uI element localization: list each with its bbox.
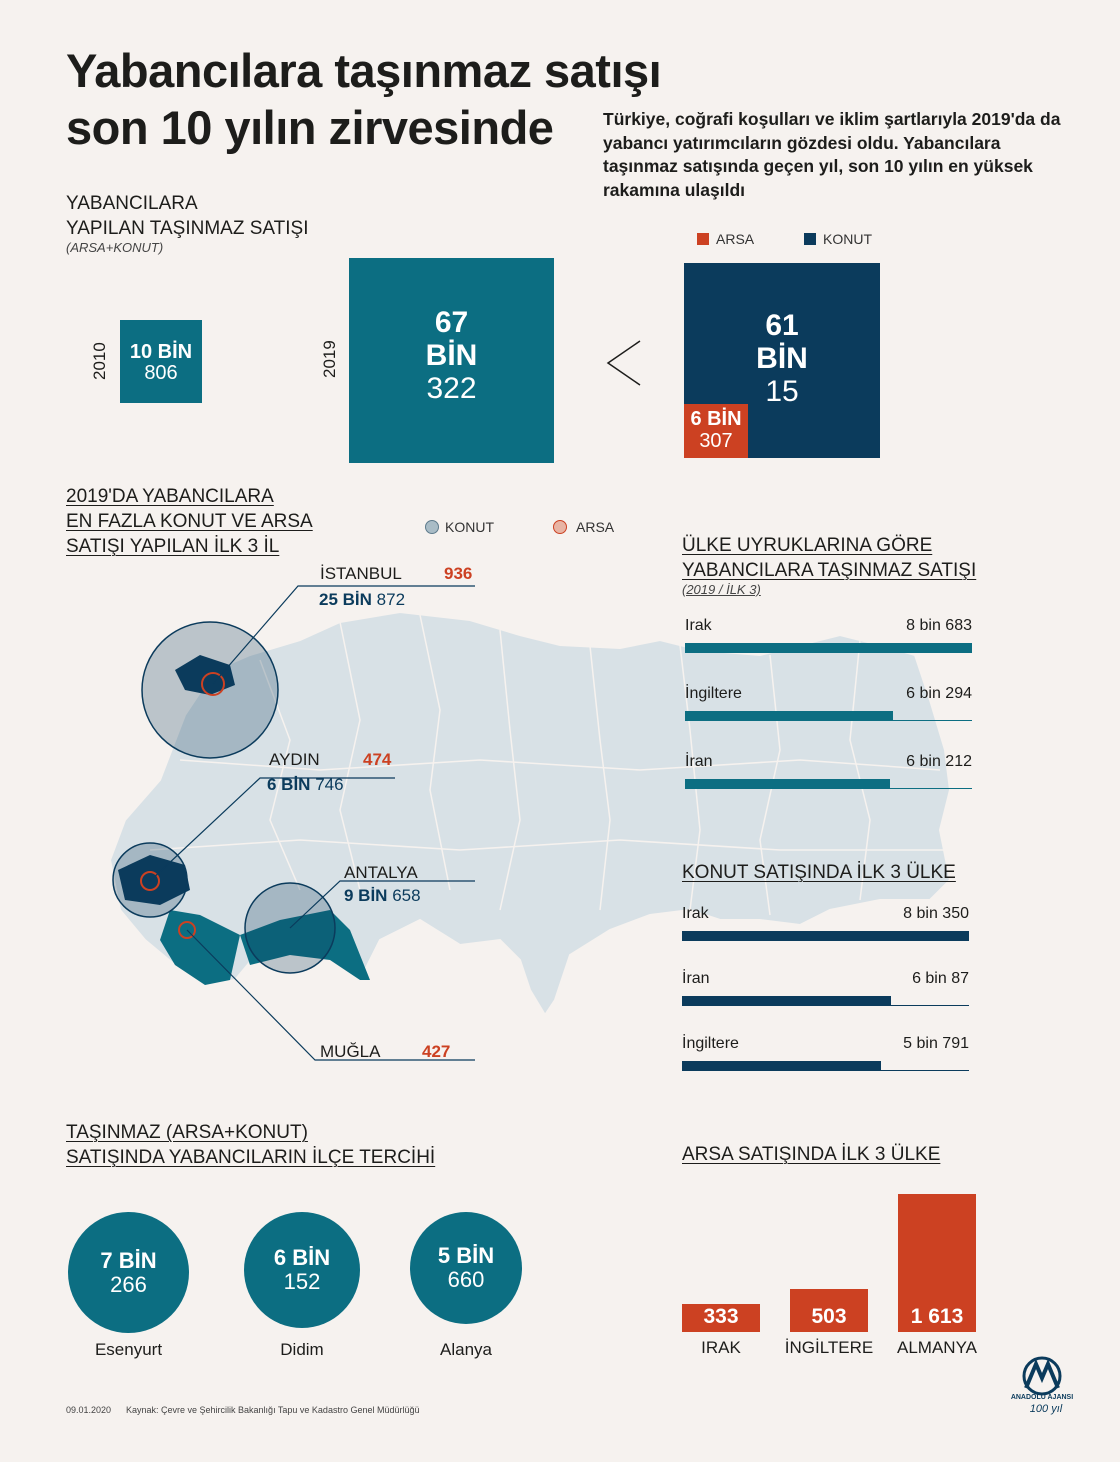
arsa-bar-label-0: IRAK — [701, 1338, 741, 1357]
map-legend-arsa-label: ARSA — [576, 519, 615, 535]
less-than-icon — [600, 338, 645, 388]
bar-2 — [685, 779, 890, 788]
aydin-zoom-circle — [113, 843, 187, 917]
konut-heading: KONUT SATIŞINDA İLK 3 ÜLKE — [682, 862, 956, 883]
district-circle-esenyurt: 7 BİN 266 — [68, 1212, 189, 1333]
mugla-arsa: 427 — [422, 1042, 451, 1061]
konut-2019-box: 61 BİN 15 — [684, 263, 880, 458]
district-circle-alanya: 5 BİN 660 — [410, 1212, 522, 1324]
totals-subheading: (ARSA+KONUT) — [66, 240, 164, 255]
map-legend-konut-label: KONUT — [445, 519, 494, 535]
map-heading: 2019'DA YABANCILARA EN FAZLA KONUT VE ARSA SATIŞI YAPILAN İLK 3 İL — [66, 486, 313, 557]
nationality-heading: ÜLKE UYRUKLARINA GÖRE YABANCILARA TAŞINMAZ SATIŞI — [682, 535, 977, 581]
bar-track-1 — [685, 720, 972, 721]
bar-value-0: 8 bin 350 — [903, 905, 969, 922]
bar-label-2: İngiltere — [682, 1035, 739, 1052]
bar-label-0: Irak — [685, 617, 712, 634]
arsa-bar-chart — [682, 1190, 982, 1370]
district-circle-didim: 6 BİN 152 — [244, 1212, 360, 1328]
bar-0 — [682, 931, 969, 940]
bar-track-2 — [682, 1070, 969, 1071]
nationality-bar-chart — [685, 612, 972, 812]
aydin-name: AYDIN — [269, 750, 320, 769]
bar-value-0: 8 bin 683 — [906, 617, 972, 634]
istanbul-konut: 25 BİN 872 — [319, 590, 406, 609]
bar-track-0 — [682, 940, 969, 941]
year-2010: 2010 — [90, 342, 109, 380]
district-label-alanya: Alanya — [440, 1340, 492, 1359]
konut-bar-chart — [682, 898, 969, 1078]
bar-0 — [685, 643, 972, 652]
bar-2 — [682, 1061, 881, 1070]
antalya-konut: 9 BİN 658 — [344, 886, 421, 905]
antalya-name: ANTALYA — [344, 863, 418, 882]
total-2010-box: 10 BİN 806 — [120, 320, 202, 403]
footer-date: 09.01.2020 — [66, 1405, 112, 1415]
arsa-heading: ARSA SATIŞINDA İLK 3 ÜLKE — [682, 1144, 941, 1165]
arsa-bar-label-2: ALMANYA — [897, 1338, 977, 1357]
bar-value-1: 6 bin 87 — [912, 970, 969, 987]
aa-logo-text: ANADOLU AJANSI — [1010, 1394, 1074, 1401]
district-label-esenyurt: Esenyurt — [94, 1340, 163, 1359]
bar-1 — [682, 996, 891, 1005]
mugla-name: MUĞLA — [320, 1042, 381, 1061]
bar-label-2: İran — [685, 753, 713, 770]
nationality-subheading: (2019 / İLK 3) — [682, 582, 761, 597]
bar-value-2: 5 bin 791 — [903, 1035, 969, 1052]
map-legend-konut-dot — [425, 520, 439, 534]
bar-label-1: İngiltere — [685, 685, 742, 702]
arsa-bar-label-1: İNGİLTERE — [784, 1338, 874, 1357]
aydin-arsa: 474 — [363, 750, 392, 769]
aa-logo-icon — [1012, 1356, 1072, 1396]
arsa-bar-value-0: 333 — [703, 1305, 739, 1328]
legend-konut-label: KONUT — [823, 231, 872, 247]
totals-heading: YABANCILARA YAPILAN TAŞINMAZ SATIŞI — [66, 193, 309, 239]
lead-text: Türkiye, coğrafi koşulları ve iklim şartlarıyla 2019'da da yabancı yatırımcıların gözdesi oldu. Yabancılara taşınmaz satışında geçen yıl, son 10 yılın en yüksek rakamına ulaşıldı — [603, 109, 1061, 200]
page-title — [66, 42, 666, 156]
district-heading: TAŞINMAZ (ARSA+KONUT) SATIŞINDA YABANCILARIN İLÇE TERCİHİ — [66, 1122, 436, 1168]
istanbul-zoom-circle — [142, 622, 278, 758]
legend-arsa-label: ARSA — [716, 231, 755, 247]
bar-label-0: Irak — [682, 905, 709, 922]
year-2019: 2019 — [320, 340, 339, 378]
aydin-konut: 6 BİN 746 — [267, 775, 344, 794]
arsa-bar-value-1: 503 — [811, 1305, 847, 1328]
bar-track-2 — [685, 788, 972, 789]
title-line-1: Yabancılara taşınmaz satışı — [66, 44, 662, 97]
arsa-2019-box: 6 BİN 307 — [684, 404, 748, 458]
bar-value-1: 6 bin 294 — [906, 685, 972, 702]
bar-1 — [685, 711, 893, 720]
bar-label-1: İran — [682, 970, 710, 987]
arsa-bar-value-2: 1 613 — [910, 1305, 964, 1328]
aa-logo-years: 100 yıl — [1029, 1403, 1063, 1415]
title-line-2: son 10 yılın zirvesinde — [66, 101, 554, 154]
bar-track-0 — [685, 652, 972, 653]
istanbul-arsa: 936 — [444, 564, 473, 583]
footer-source: Kaynak: Çevre ve Şehircilik Bakanlığı Tapu ve Kadastro Genel Müdürlüğü — [126, 1405, 420, 1415]
istanbul-name: İSTANBUL — [320, 564, 402, 583]
total-2019-box: 67 BİN 322 — [349, 258, 554, 463]
bar-value-2: 6 bin 212 — [906, 753, 972, 770]
district-label-didim: Didim — [280, 1340, 324, 1359]
map-legend-arsa-dot — [553, 520, 567, 534]
bar-track-1 — [682, 1005, 969, 1006]
legend-arsa-swatch — [697, 233, 709, 245]
legend-konut-swatch — [804, 233, 816, 245]
